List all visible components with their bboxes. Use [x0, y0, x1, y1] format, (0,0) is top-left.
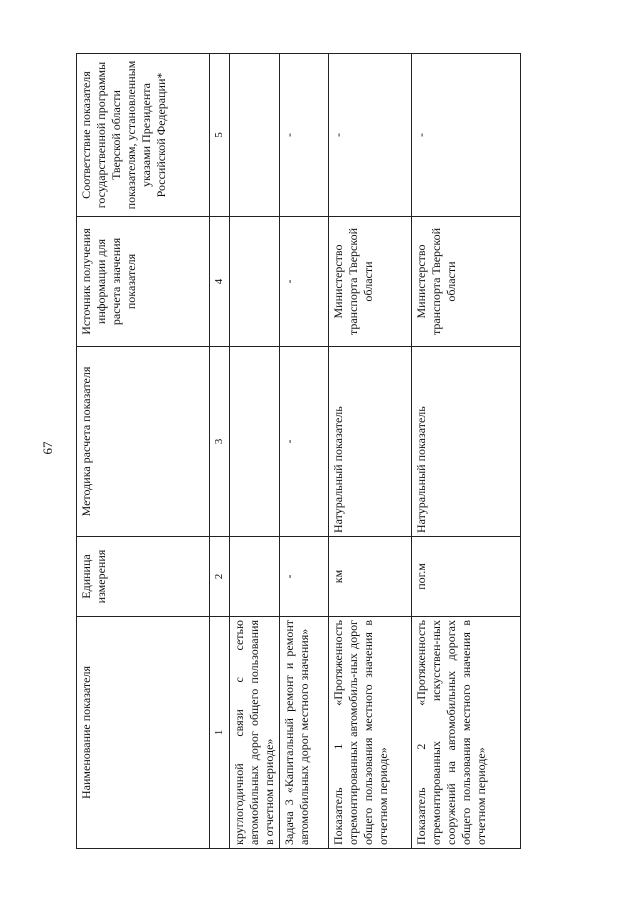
source-cell: Министерство транспорта Тверской области [412, 217, 521, 347]
compliance-cell: - [280, 54, 329, 217]
column-number: 5 [210, 54, 230, 217]
table-row [230, 54, 280, 849]
column-number-row [210, 54, 230, 849]
method-cell [230, 347, 280, 537]
indicator-name-cell: Показатель 1 «Протяженность отремонтированных автомобиль-ных дорог общего пользования местного значения в отчетном периоде» [329, 617, 412, 849]
method-cell: Натуральный показатель [329, 347, 412, 537]
header-cell: Наименование показателя [77, 617, 210, 849]
indicator-name-cell: Показатель 2 «Протяженность отремонтированных искусствен-ных сооружений на автомобильных дорогах общего пользования местного значения в отчетном периоде» [412, 617, 521, 849]
rotated-table-container [76, 54, 488, 849]
header-cell: Источник получения информации для расчета значения показателя [77, 217, 210, 347]
method-cell: Натуральный показатель [412, 347, 521, 537]
header-cell: Единица измерения [77, 537, 210, 617]
source-cell: - [280, 217, 329, 347]
unit-cell: - [280, 537, 329, 617]
source-cell [230, 217, 280, 347]
indicator-name-cell: Задача 3 «Капитальный ремонт и ремонт автомобильных дорог местного значения» [280, 617, 329, 849]
table-header-row [77, 54, 210, 849]
compliance-cell: - [412, 54, 521, 217]
compliance-cell [230, 54, 280, 217]
source-cell: Министерство транспорта Тверской области [329, 217, 412, 347]
column-number: 2 [210, 537, 230, 617]
header-cell: Соответствие показателя государственной программы Тверской области показателям, установленным указами Президента Российской Федерации* [77, 54, 210, 217]
column-number: 4 [210, 217, 230, 347]
unit-cell [230, 537, 280, 617]
header-cell: Методика расчета показателя [77, 347, 210, 537]
column-number: 3 [210, 347, 230, 537]
method-cell: - [280, 347, 329, 537]
compliance-cell: - [329, 54, 412, 217]
table-row [412, 54, 521, 849]
indicators-table [76, 53, 521, 849]
unit-cell: км [329, 537, 412, 617]
unit-cell: пог.м [412, 537, 521, 617]
table-row [280, 54, 329, 849]
indicator-name-cell: круглогодичной связи с сетью автомобильных дорог общего пользования в отчетном периоде» [230, 617, 280, 849]
table-row [329, 54, 412, 849]
page-number: 67 [40, 441, 55, 455]
column-number: 1 [210, 617, 230, 849]
